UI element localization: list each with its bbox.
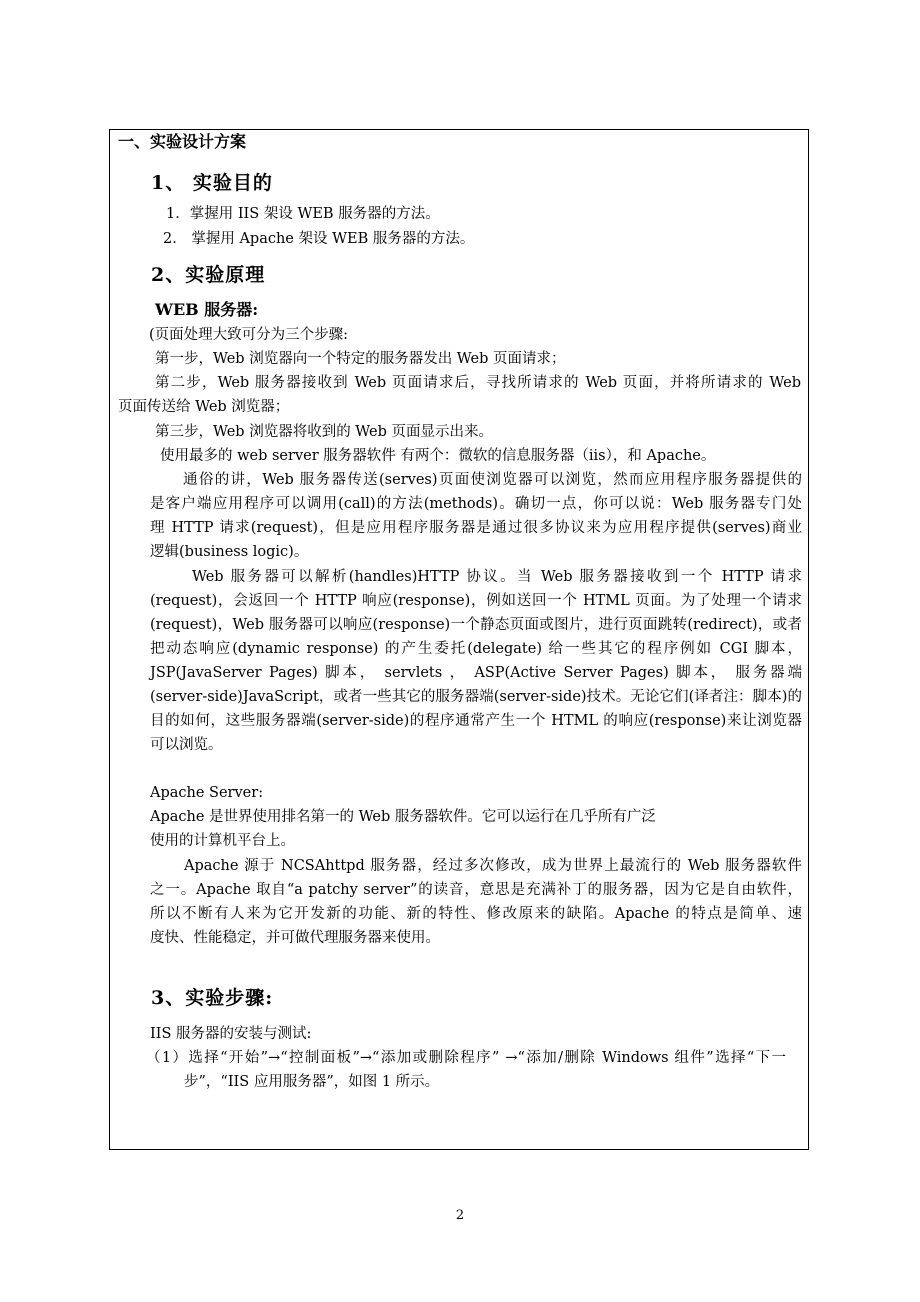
paragraph-line: 逻辑(business logic)。 xyxy=(150,544,309,560)
page-number: 2 xyxy=(455,1208,465,1223)
section-title: 一、实验设计方案 xyxy=(118,132,247,151)
heading-purpose: 1、 实验目的 xyxy=(151,172,273,194)
paragraph-line: 所以不断有人来为它开发新的功能、新的特性、修改原来的缺陷。Apache 的特点是简单、速 xyxy=(150,906,802,922)
paragraph-line: Apache 源于 NCSAhttpd 服务器，经过多次修改，成为世界上最流行的 Web 服务器软件 xyxy=(184,858,802,874)
steps-intro: (页面处理大致可分为三个步骤: xyxy=(149,327,349,343)
step-1: 第一步，Web 浏览器向一个特定的服务器发出 Web 页面请求； xyxy=(155,351,566,367)
apache-intro-line: Apache 是世界使用排名第一的 Web 服务器软件。它可以运行在几乎所有广泛 xyxy=(150,809,656,825)
purpose-item: 2． 掌握用 Apache 架设 WEB 服务器的方法。 xyxy=(163,231,475,247)
paragraph-line: 通俗的讲，Web 服务器传送(serves)页面使浏览器可以浏览，然而应用程序服务器提供的 xyxy=(183,472,802,488)
paragraph-line: 是客户端应用程序可以调用(call)的方法(methods)。确切一点，你可以说：Web 服务器专门处 xyxy=(150,496,802,512)
step-2-line-1: 第二步，Web 服务器接收到 Web 页面请求后，寻找所请求的 Web 页面，并将所请求的 Web xyxy=(155,375,801,391)
step-item-1-line-2: 步”，“IIS 应用服务器”，如图 1 所示。 xyxy=(184,1074,440,1090)
paragraph-line: 理 HTTP 请求(request)，但是应用程序服务器是通过很多协议来为应用程序提供(serves)商业 xyxy=(150,520,802,536)
heading-principle: 2、实验原理 xyxy=(151,264,266,286)
paragraph-line: (server-side)JavaScript，或者一些其它的服务器端(server-side)技术。无论它们(译者注：脚本)的 xyxy=(150,689,802,705)
paragraph-line: 可以浏览。 xyxy=(150,737,223,753)
heading-steps: 3、实验步骤: xyxy=(151,987,274,1009)
most-used-servers: 使用最多的 web server 服务器软件 有两个：微软的信息服务器（iis），和 Apache。 xyxy=(160,448,716,464)
purpose-item: 1．掌握用 IIS 架设 WEB 服务器的方法。 xyxy=(166,206,440,222)
apache-heading: Apache Server: xyxy=(150,785,264,801)
paragraph-line: JSP(JavaServer Pages) 脚本， servlets ， ASP(Active Server Pages) 脚本， 服务器端 xyxy=(150,665,802,681)
paragraph-line: 把动态响应(dynamic response) 的产生委托(delegate) 给一些其它的程序例如 CGI 脚本， xyxy=(150,641,802,657)
apache-intro-line: 使用的计算机平台上。 xyxy=(150,833,295,849)
step-3: 第三步，Web 浏览器将收到的 Web 页面显示出来。 xyxy=(155,424,493,440)
iis-install-heading: IIS 服务器的安装与测试: xyxy=(150,1026,312,1042)
paragraph-line: (request)，Web 服务器可以响应(response)一个静态页面或图片，进行页面跳转(redirect)，或者 xyxy=(150,617,802,633)
paragraph-line: 目的如何，这些服务器端(server-side)的程序通常产生一个 HTML 的响应(response)来让浏览器 xyxy=(150,713,802,729)
paragraph-line: 度快、性能稳定，并可做代理服务器来使用。 xyxy=(150,930,440,946)
web-server-heading: WEB 服务器: xyxy=(155,300,259,319)
paragraph-line: 之一。Apache 取自“a patchy server”的读音，意思是充满补丁的服务器，因为它是自由软件， xyxy=(150,882,802,898)
step-2-line-2: 页面传送给 Web 浏览器； xyxy=(118,399,290,415)
step-item-1-line-1: （1）选择“开始”→“控制面板”→“添加或删除程序” →“添加/删除 Windows 组件”选择“下一 xyxy=(146,1050,786,1066)
paragraph-line: Web 服务器可以解析(handles)HTTP 协议。当 Web 服务器接收到一个 HTTP 请求 xyxy=(192,569,802,585)
paragraph-line: (request)，会返回一个 HTTP 响应(response)，例如送回一个 HTML 页面。为了处理一个请求 xyxy=(150,593,802,609)
